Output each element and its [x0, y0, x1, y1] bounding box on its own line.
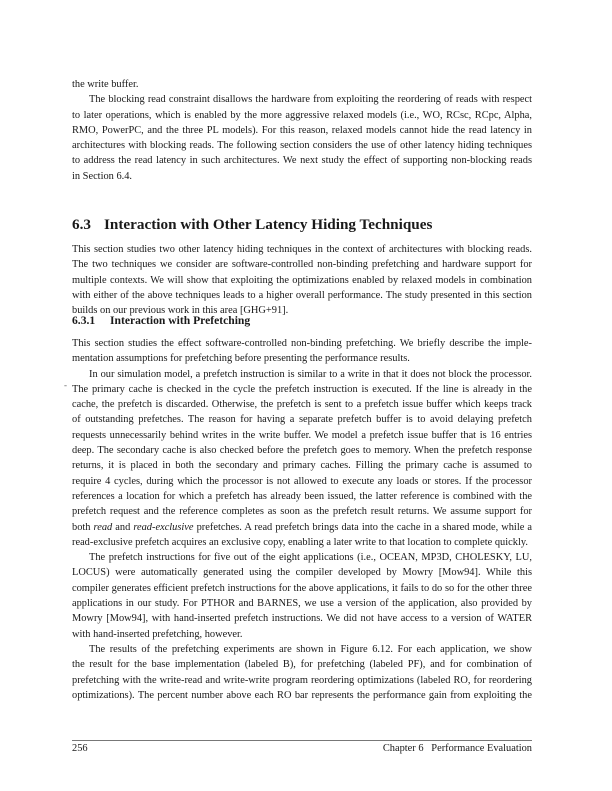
text-line: deep. The secondary cache is also checked before the prefetch goes to memory. When the prefetch response — [72, 445, 532, 457]
text-line-mixed — [72, 520, 532, 535]
text-line: The blocking read constraint disallows the hardware from exploiting the reordering of reads with respect — [89, 94, 532, 106]
text-line: applications in our study. For PTHOR and BARNES, we use a version of the application, also provided by — [72, 598, 532, 610]
text-line: references a location for which a prefetch has already been issued, the latter reference is combined with the — [72, 490, 532, 502]
text-line: This section studies two other latency hiding techniques in the context of architectures with blocking reads. — [72, 244, 532, 255]
text-line: multiple contexts. We will show that exploiting the optimizations enabled by relaxed models in combination — [72, 274, 532, 286]
text-line: RMO, PowerPC, and the three PL models). For this reason, relaxed models cannot hide the read latency in — [72, 124, 532, 136]
text-line: in Section 6.4. — [72, 170, 133, 182]
text-line: compiler generates efficient prefetch instructions for the above applications, it fails to do so for the other three — [72, 582, 532, 594]
text-run: prefetches. A read prefetch brings data into the cache in a shared mode, while a — [193, 521, 532, 533]
subsection-paragraph-3 — [72, 550, 532, 642]
text-line: to address the read latency in such architectures. We next study the effect of supporting non-blocking reads — [72, 155, 532, 167]
text-line: of outstanding prefetches. The reason for having a separate prefetch buffer is to avoid delaying prefetch — [72, 414, 532, 426]
subsection-paragraph-4 — [72, 642, 532, 703]
subsection-title: Interaction with Prefetching — [110, 314, 251, 327]
footer-rule — [72, 740, 532, 741]
text-line: builds on our previous work in this area [GHG+91]. — [72, 305, 289, 317]
section-number: 6.3 — [72, 216, 91, 233]
subsection-number: 6.3.1 — [72, 314, 96, 327]
section-intro-block — [72, 242, 532, 318]
text-line: requests unnecessarily behind writes in the write buffer. We model a prefetch issue buffer that is 16 entries — [72, 429, 532, 441]
subsection-heading — [72, 314, 250, 327]
text-run: and — [112, 521, 134, 533]
text-line: the result for the base implementation (labeled B), for prefetching (labeled PF), and for combination of — [72, 659, 532, 671]
text-line: to later operations, which is enabled by the more aggressive relaxed models (i.e., WO, RCsc, RCpc, Alpha, — [72, 109, 532, 121]
text-line: cache, the prefetch is discarded. Otherwise, the prefetch is sent to a prefetch issue buffer which keeps track — [72, 399, 532, 411]
text-line: require 4 cycles, during which the processor is not allowed to execute any loads or stores. If the processor — [72, 475, 532, 487]
intro-paragraph — [72, 92, 532, 184]
text-line: This section studies the effect software-controlled non-binding prefetching. We briefly describe the imple- — [72, 338, 532, 349]
text-line: The prefetch instructions for five out of the eight applications (i.e., OCEAN, MP3D, CHOLESKY, LU, — [89, 552, 532, 564]
intro-block — [72, 77, 532, 184]
page-number: 256 — [72, 743, 88, 754]
margin-dash-mark: - — [64, 380, 67, 390]
text-line: with either of the above techniques leads to a higher overall performance. The study presented in this section — [72, 289, 532, 301]
intro-line — [72, 77, 532, 92]
italic-term-read: read — [93, 521, 113, 533]
text-line: optimizations). The percent number above each RO bar represents the performance gain from exploiting the — [72, 689, 532, 701]
subsection-paragraph-2 — [72, 367, 532, 551]
text-line: prefetch request and the reference completes as soon as the prefetch result returns. We assume support for — [72, 506, 532, 518]
italic-term-read-exclusive: read-exclusive — [133, 521, 194, 533]
section-title: Interaction with Other Latency Hiding Techniques — [104, 216, 433, 233]
text-run: both — [72, 521, 94, 533]
text-line: read-exclusive prefetch acquires an exclusive copy, enabling a later write to that location to complete quickly. — [72, 536, 528, 548]
subsection-body — [72, 336, 532, 703]
section-paragraph — [72, 242, 532, 318]
text-line: Mowry [Mow94], with hand-inserted prefetch instructions. We did not have access to a version of WATER — [72, 613, 532, 625]
text-line: The two techniques we consider are software-controlled non-binding prefetching and hardware support for — [72, 259, 532, 271]
text-line: architectures with blocking reads. The following section considers the use of other latency hiding techniques — [72, 140, 532, 152]
subsection-paragraph-1 — [72, 336, 532, 367]
text-line: In our simulation model, a prefetch instruction is similar to a write in that it does not block the processor. — [89, 368, 532, 380]
page-footer — [72, 743, 532, 754]
chapter-label: Chapter 6 Performance Evaluation — [382, 743, 532, 754]
text-line: The results of the prefetching experiments are shown in Figure 6.12. For each application, we show — [89, 643, 532, 655]
text-line: with hand-inserted prefetching, however. — [72, 628, 243, 640]
text-line: returns, it is placed in both the secondary and primary caches. Filling the primary cache is assumed to — [72, 460, 532, 472]
text-line: LOCUS) were automatically generated using the compiler developed by Mowry [Mow94]. While this — [72, 567, 532, 579]
text-line: prefetching with the write-read and write-write program reordering optimizations (labeled RO, for reordering — [72, 674, 532, 686]
text-line: the write buffer. — [72, 79, 139, 90]
text-line: mentation assumptions for prefetching before presenting the performance results. — [72, 353, 410, 365]
text-line: The primary cache is checked in the cycle the prefetch instruction is executed. If the line is already in the — [72, 383, 532, 395]
section-heading — [72, 216, 432, 234]
